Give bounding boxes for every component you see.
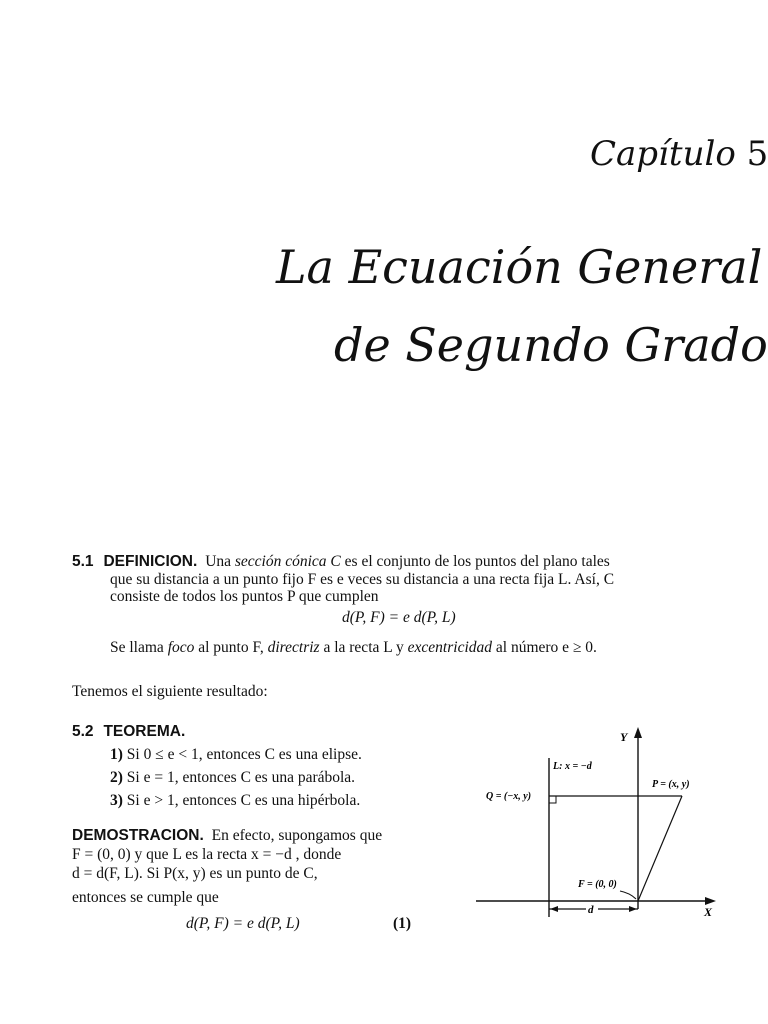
point-q-label: Q = (−x, y)	[486, 791, 532, 802]
point-f-label: F = (0, 0)	[578, 879, 617, 890]
conic-diagram	[470, 725, 730, 925]
theorem-item-number: 2)	[110, 769, 123, 786]
theorem-item-3	[110, 792, 360, 810]
y-axis-label: Y	[620, 730, 628, 744]
theorem-item-text: Si 0 ≤ e < 1, entonces C es una elipse.	[126, 746, 362, 763]
proof-text: En efecto, supongamos que	[211, 827, 383, 844]
naming-text-a: Se llama	[110, 639, 164, 656]
definition-line1	[72, 553, 610, 571]
x-axis-label: X	[704, 905, 713, 919]
intro-result: Tenemos el siguiente resultado:	[72, 683, 268, 700]
chapter-word: Capítulo	[590, 134, 736, 174]
proof-equation-tag: (1)	[393, 915, 412, 932]
proof-line2: F = (0, 0) y que L es la recta x = −d , donde	[72, 846, 342, 863]
naming-text-b: al punto F,	[198, 639, 264, 656]
definition-line3: consiste de todos los puntos P que cumplen	[110, 588, 379, 605]
proof-line4: entonces se cumple que	[72, 889, 219, 906]
naming-text-c: a la recta L y	[323, 639, 404, 656]
theorem-number: 5.2	[72, 723, 94, 740]
definition-text-a: Una	[205, 553, 232, 570]
theorem-item-number: 3)	[110, 792, 123, 809]
directrix-label: L: x = −d	[553, 761, 592, 772]
segment-pf	[638, 796, 682, 901]
distance-left-arrow-icon	[550, 906, 558, 912]
x-axis-arrow-icon	[705, 897, 716, 905]
y-axis-arrow-icon	[634, 727, 642, 738]
proof-heading: DEMOSTRACION.	[72, 827, 204, 844]
theorem-title: TEOREMA.	[103, 723, 186, 740]
distance-label: d	[588, 904, 594, 916]
definition-equation: d(P, F) = e d(P, L)	[342, 609, 456, 626]
naming-text-d: al número e ≥ 0.	[495, 639, 597, 656]
definition-text-b: es el conjunto de los puntos del plano tales	[344, 553, 610, 570]
proof-line1	[72, 827, 382, 845]
definition-naming	[110, 639, 597, 657]
chapter-title-line1: La Ecuación General	[276, 240, 763, 294]
definition-heading: DEFINICION.	[103, 553, 198, 570]
theorem-item-text: Si e > 1, entonces C es una hipérbola.	[126, 792, 361, 809]
theorem-item-1	[110, 746, 362, 764]
theorem-heading	[72, 723, 185, 741]
chapter-number: 5	[746, 134, 768, 174]
chapter-heading	[590, 134, 768, 174]
proof-equation: d(P, F) = e d(P, L)	[186, 915, 300, 932]
theorem-item-text: Si e = 1, entonces C es una parábola.	[126, 769, 356, 786]
theorem-item-number: 1)	[110, 746, 123, 763]
right-angle-mark	[549, 796, 556, 803]
definition-number: 5.1	[72, 553, 94, 570]
chapter-title-line2: de Segundo Grado	[334, 318, 768, 372]
point-p-label: P = (x, y)	[652, 779, 690, 790]
proof-line3: d = d(F, L). Si P(x, y) es un punto de C,	[72, 865, 318, 882]
distance-right-arrow-icon	[629, 906, 637, 912]
theorem-item-2	[110, 769, 355, 787]
naming-foco: foco	[167, 639, 195, 656]
focus-pointer	[620, 891, 636, 899]
definition-line2: que su distancia a un punto fijo F es e veces su distancia a una recta fija L. Así, C	[110, 571, 615, 588]
naming-excentricidad: excentricidad	[407, 639, 493, 656]
naming-directriz: directriz	[267, 639, 320, 656]
definition-term: sección cónica C	[234, 553, 341, 570]
